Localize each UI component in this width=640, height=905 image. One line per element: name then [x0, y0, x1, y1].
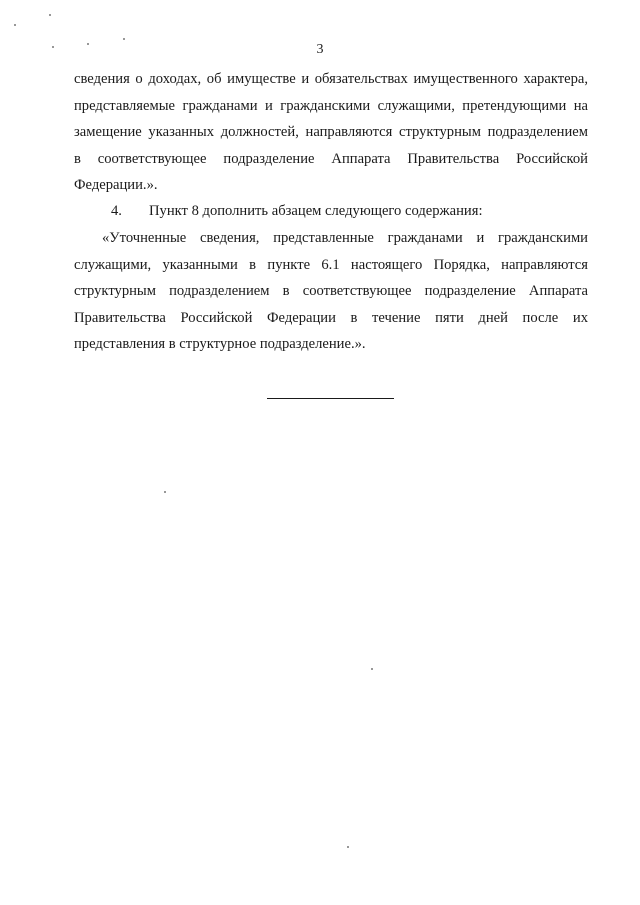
- scan-speck: [123, 38, 125, 40]
- text-line: сведения о доходах, об имуществе и обязательствах имущественного характера,: [74, 71, 588, 87]
- item-line: [74, 198, 588, 225]
- scan-speck: [347, 846, 349, 848]
- text-line: Федерации.».: [74, 177, 158, 193]
- text-line: служащими, указанными в пункте 6.1 настоящего Порядка, направляются: [74, 256, 588, 273]
- scan-speck: [52, 46, 54, 48]
- scan-speck: [14, 24, 16, 26]
- scan-speck: [49, 14, 51, 16]
- text-line: структурным подразделением в соответствующее подразделение Аппарата: [74, 283, 588, 299]
- item-text: Пункт 8 дополнить абзацем следующего содержания:: [149, 203, 483, 219]
- item-number: 4.: [111, 203, 122, 219]
- scan-speck: [87, 43, 89, 45]
- paragraph-quote: [74, 225, 588, 358]
- text-line: «Уточненные сведения, представленные гражданами и гражданскими: [102, 230, 588, 246]
- paragraph-item: [74, 198, 588, 225]
- text-line: Правительства Российской Федерации в течение пяти дней после их: [74, 309, 588, 326]
- paragraph-continuation: [74, 66, 588, 199]
- scan-speck: [371, 668, 373, 670]
- end-separator-line: [267, 398, 394, 399]
- text-line: представляемые гражданами и гражданскими служащими, претендующими на: [74, 97, 588, 114]
- text-line: замещение указанных должностей, направляются структурным подразделением: [74, 124, 588, 140]
- page-number: 3: [316, 42, 324, 57]
- text-line: в соответствующее подразделение Аппарата Правительства Российской: [74, 150, 588, 167]
- text-line: представления в структурное подразделение.».: [74, 336, 366, 352]
- scan-speck: [164, 491, 166, 493]
